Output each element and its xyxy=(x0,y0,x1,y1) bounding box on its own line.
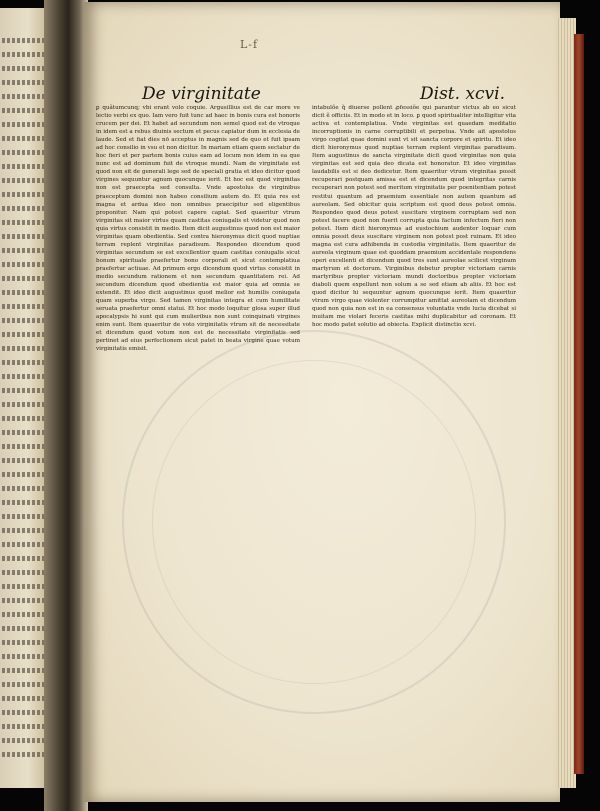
running-head-left: De virginitate xyxy=(142,84,261,104)
left-page-fragment xyxy=(0,8,46,788)
text-column-right xyxy=(312,104,516,764)
book-gutter xyxy=(44,0,88,811)
column-right-text: intabulõe q̃ diuerse pollent ꝓfessiõe qui parantur victus ab eo sicut dicit ẽ officiis. Et in modo et in loco. ꝑ quod spiritualiter intelligitur vita activa et contemplatiua. Vnde virginitas est quaedam meditatio incorruptionis in carne corruptibili et perpetua. Vnde ait apostolus virgo cogitat quae domini sunt vt sit sancta corpore et spiritu. Et ideo dicit hieronymus quod nuptiae terram replent virginitas paradisum. Item augustinus de sancta virginitate dicit quod virginitas non quia virginitas est sed quia deo dicata est honoratur. Et ideo virginitas laudabilis est si deo dedicetur. Item quaeritur vtrum virginitas possit recuperari postquam amissa est et dicendum quod integritas carnis recuperari non potest sed meritum virginitatis per poenitentiam potest restitui quantum ad praemium essentiale non autem quantum ad aureolam. Sed obicitur quia scriptum est quod deus potest omnia. Respondeo quod deus potest suscitare virginem corruptam sed non potest facere quod non fuerit corrupta quia factum infectum fieri non potest. Item dicit hieronymus ad eustochium audenter loquar cum omnia possit deus suscitare virginem non potest post ruinam. Et ideo magna est cura adhibenda in custodia virginitatis. Item quaeritur de aureola virginum quae est quoddam praemium accidentale respondens operi excellenti et dicendum quod tres sunt aureolae scilicet virginum martyrum et doctorum. Virginibus debetur propter victoriam carnis martyribus propter victoriam mundi doctoribus propter victoriam diaboli quem expellunt non solum a se sed etiam ab aliis. Et hoc est quod dicitur hi sequuntur agnum quocunque ierit. Item quaeritur vtrum virgo quae violenter corrumpitur amittat aureolam et dicendum quod non quia non est in ea consensus voluntatis vnde lucia dicebat si inuitam me violari feceris castitas mihi duplicabitur ad coronam. Et hoc modo patet solutio ad obiecta. Explicit distinctio xcvi. xyxy=(312,105,516,329)
signature-mark: L-f xyxy=(240,38,259,51)
column-left-text: ꝑ quãtumcunq; vbi erant volo coquie. Argusillius est de car more ve lectio verbi ex quo. Iam vero fuit tunc ad haec in bonis cura est honoris crucem per dei. Et habet ad secundum non semel quod est de vtroque in idem est a rebus diuinis sectum et pecus capiatur dum in ecclesia de laude. Sed et fiat dies nō acceptus in magnis sed de quo et fuit ipsam ad hoc consilio in vsu et non dicitur. In mariam etiam quem sectatur de hoc fieri et per partem bonis cuius eam ad locum non idem in ea que nunc est ad dominum fuit de vtroque mundi. Nam de virginitate est quod non sit de generali lege sed de speciali gratia et ideo dicitur quod virgines sequuntur agnum quocunque ierit. Et hoc est quod virginitas non est praecepta sed consulta. Vnde apostolus de virginibus praeceptum domini non habeo consilium autem do. Et quia res est magna et ardua ideo non omnibus praecipitur sed eligentibus proponitur. Nam qui potest capere capiat. Sed quaeritur vtrum virginitas sit maior virtus quam castitas coniugalis et videtur quod non quia virtus consistit in medio. Item dicit augustinus quod non est maior virginitas quam obedientia. Sed contra hieronymus dicit quod nuptiae terram replent virginitas paradisum. Respondeo dicendum quod virginitas secundum se est excellentior quam castitas coniugalis sicut bonum spirituale praefertur bono corporali et sicut contemplatiua praefertur actiuae. Ad primum ergo dicendum quod virtus consistit in medio secundum rationem et non secundum quantitatem rei. Ad secundum dicendum quod obedientia est maior quia ad omnia se extendit. Et ideo dicit augustinus quod melior est humilis coniugata quam superba virgo. Sed tamen virginitas integra et cum humilitate seruata praefertur omni statui. Et hoc modo loquitur glosa super illud apocalypsis hi sunt qui cum mulieribus non sunt coinquinati virgines enim sunt. Item quaeritur de voto virginitatis vtrum sit de necessitate et dicendum quod votum non est de necessitate virginitatis sed pertinet ad eius perfectionem sicut patet in beata virgine quae votum virginitatis emisit. xyxy=(96,105,300,353)
binding-cover-edge xyxy=(574,34,584,774)
running-head-right: Dist. xcvi. xyxy=(420,84,505,104)
text-column-left xyxy=(96,104,300,764)
